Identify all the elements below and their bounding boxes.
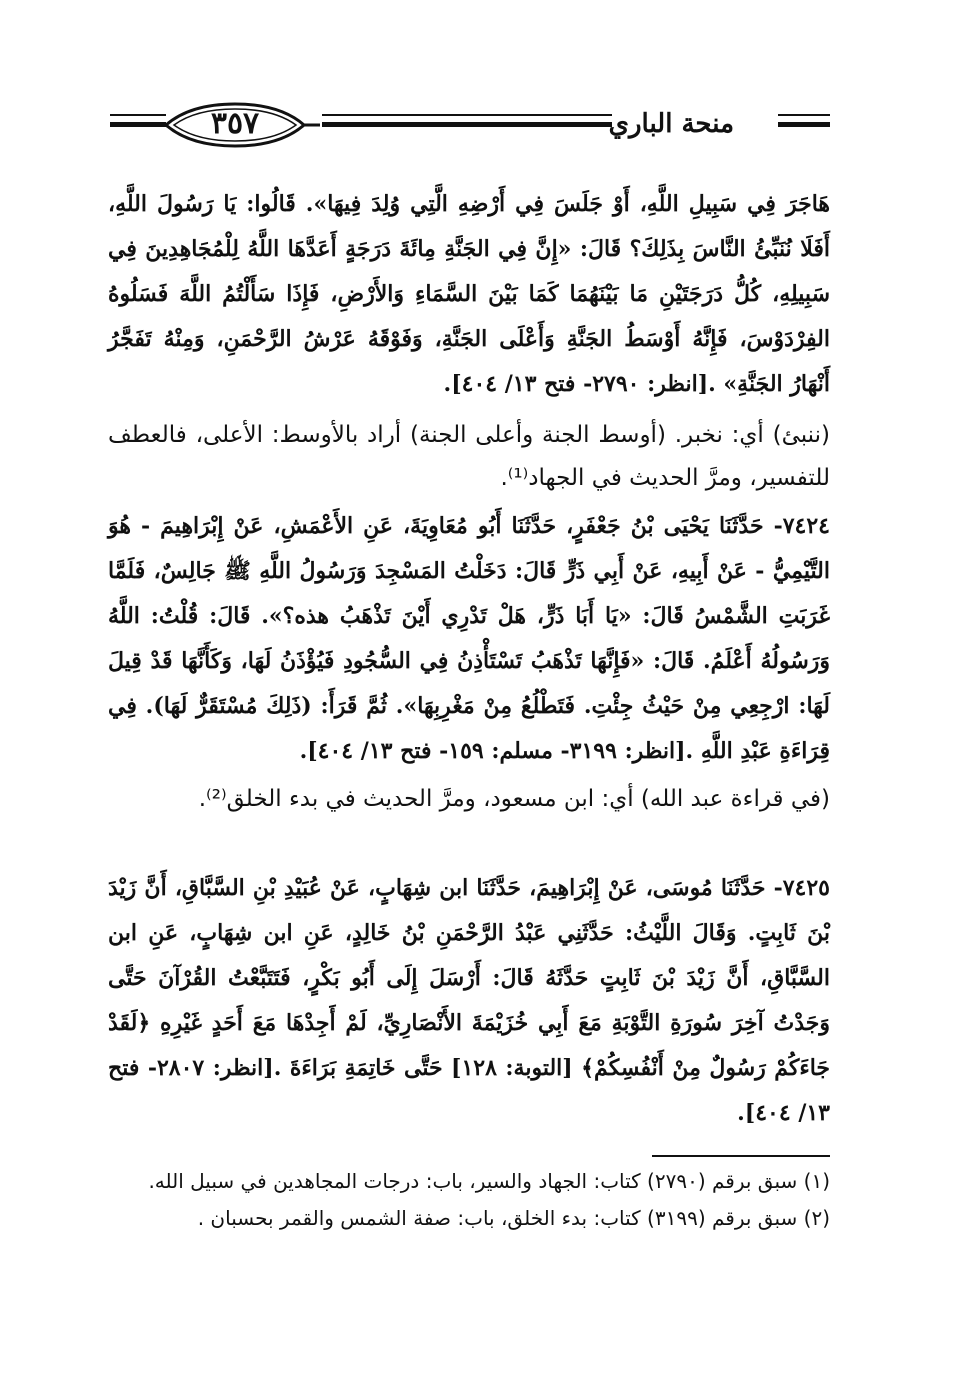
header-rule-middle-top xyxy=(322,114,612,116)
header-rule-right-top xyxy=(778,114,830,116)
commentary-1: (ننبئ) أي: نخبر. (أوسط الجنة وأعلى الجنة) أراد بالأوسط: الأعلى، فالعطف للتفسير، ومرَّ الحديث في الجهاد⁽¹⁾. xyxy=(108,422,830,491)
hadith-text-7425: ٧٤٢٥- حَدَّثَنَا مُوسَى، عَنْ إِبْرَاهِيمَ، حَدَّثَنَا ابن شِهَابٍ، عَنْ عُبَيْدِ بْنِ السَّبَّاقِ، أَنَّ زَيْدَ بْنَ ثَابِتٍ. وَقَالَ اللَّيْثُ: حَدَّثَنِي عَبْدُ الرَّحْمَنِ بْنُ خَالِدٍ، عَنِ ابن شِهَابٍ، عَنِ ابن السَّبَّاقِ، أَنَّ زَيْدَ بْنَ ثَابِتٍ حَدَّثَهُ قَالَ: أَرْسَلَ إِلَى أَبُو بَكْرٍ، فَتَتَبَّعْتُ القُرْآنَ حَتَّى وَجَدْتُ آخِرَ سُورَةِ التَّوْبَةِ مَعَ أَبِي خُزَيْمَةَ الأَنْصَارِيِّ، لَمْ أَجِدْهَا مَعَ أَحَدٍ غَيْرِهِ ﴿لَقَدْ جَاءَكُمْ رَسُولٌ مِنْ أَنْفُسِكُمْ﴾ [التوبة: ١٢٨] حَتَّى خَاتِمَةِ بَرَاءَةَ .[انظر: ٢٨٠٧- فتح ١٣/ ٤٠٤]. xyxy=(108,875,830,1126)
page-header xyxy=(110,100,830,150)
header-rule-right-bottom xyxy=(778,122,830,127)
book-title: منحة الباري xyxy=(608,109,734,139)
header-rule-middle-bottom xyxy=(322,122,612,127)
footnotes xyxy=(108,1163,830,1237)
footnote-divider xyxy=(652,1155,830,1157)
footnote-2: (٢) سبق برقم (٣١٩٩) كتاب: بدء الخلق، باب: صفة الشمس والقمر بحسبان . xyxy=(197,1206,830,1230)
commentary-2: (في قراءة عبد الله) أي: ابن مسعود، ومرَّ الحديث في بدء الخلق⁽²⁾. xyxy=(198,786,830,812)
page-number-badge xyxy=(150,102,320,148)
hadith-text-1: هَاجَرَ فِي سَبِيلِ اللَّهِ، أَوْ جَلَسَ فِي أَرْضِهِ الَّتِي وُلِدَ فِيهَا». قَالُوا: يَا رَسُولَ اللَّهِ، أَفَلَا نُنَبِّئُ النَّاسَ بِذَلِكَ؟ قَالَ: «إِنَّ فِي الجَنَّةِ مِائَةَ دَرَجَةٍ أَعَدَّهَا اللَّهُ لِلْمُجَاهِدِينَ فِي سَبِيلِهِ، كُلُّ دَرَجَتَيْنِ مَا بَيْنَهُمَا كَمَا بَيْنَ السَّمَاءِ وَالأَرْضِ، فَإِذَا سَأَلْتُمُ اللَّهَ فَسَلُوهُ الفِرْدَوْسَ، فَإِنَّهُ أَوْسَطُ الجَنَّةِ وَأَعْلَى الجَنَّةِ، وَفَوْقَهُ عَرْشُ الرَّحْمَنِ، وَمِنْهُ تَفَجَّرُ أَنْهَارُ الجَنَّةِ» .[انظر: ٢٧٩٠- فتح ١٣/ ٤٠٤]. xyxy=(108,191,830,397)
hadith-text-7424: ٧٤٢٤- حَدَّثَنَا يَحْيَى بْنُ جَعْفَرٍ، حَدَّثَنَا أَبُو مُعَاوِيَةَ، عَنِ الأَعْمَشِ، عَنْ إِبْرَاهِيمَ - هُوَ التَّيْمِيُّ - عَنْ أَبِيهِ، عَنْ أَبِي ذَرٍّ قَالَ: دَخَلْتُ المَسْجِدَ وَرَسُولُ اللَّهِ ﷺ جَالِسٌ، فَلَمَّا غَرَبَتِ الشَّمْسُ قَالَ: «يَا أَبَا ذَرٍّ، هَلْ تَدْرِي أَيْنَ تَذْهَبُ هذه؟». قَالَ: قُلْتُ: اللَّهُ وَرَسُولُهُ أَعْلَمُ. قَالَ: «فَإِنَّهَا تَذْهَبُ تَسْتَأْذِنُ فِي السُّجُودِ فَيُؤْذَنُ لَهَا، وَكَأَنَّهَا قَدْ قِيلَ لَهَا: ارْجِعِي مِنْ حَيْثُ جِئْتِ. فَتَطْلُعُ مِنْ مَغْرِبِهَا». ثُمَّ قَرَأَ: (ذَلِكَ مُسْتَقَرٌّ لَهَا). فِي قِرَاءَةِ عَبْدِ اللَّهِ .[انظر: ٣١٩٩- مسلم: ١٥٩- فتح ١٣/ ٤٠٤]. xyxy=(108,513,830,764)
page-number: ٣٥٧ xyxy=(210,106,260,141)
footnote-1: (١) سبق برقم (٢٧٩٠) كتاب: الجهاد والسير، باب: درجات المجاهدين في سبيل الله. xyxy=(148,1169,830,1193)
